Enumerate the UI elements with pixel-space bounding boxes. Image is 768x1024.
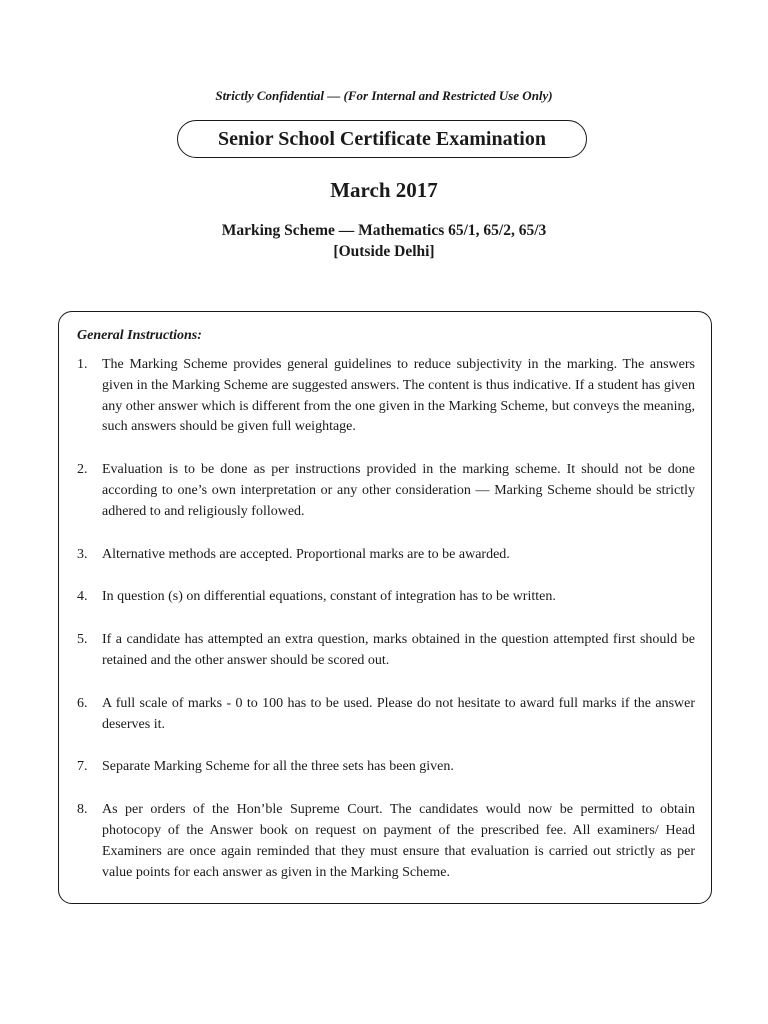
instruction-number: 3.	[77, 546, 88, 562]
instruction-text: Separate Marking Scheme for all the three sets has been given.	[102, 759, 454, 775]
instruction-number: 5.	[77, 632, 88, 648]
exam-title: Senior School Certificate Examination	[218, 127, 546, 150]
instruction-number: 7.	[77, 759, 88, 775]
instruction-text: Alternative methods are accepted. Proportional marks are to be awarded.	[102, 546, 510, 562]
instruction-text: Evaluation is to be done as per instructions provided in the marking scheme. It should not be done according to one’s own interpretation or any other consideration — Marking Scheme should be strictly adhered to and religiously followed.	[102, 462, 695, 519]
instruction-text: As per orders of the Hon’ble Supreme Court. The candidates would now be permitted to obtain photocopy of the Answer book on request on payment of the prescribed fee. All examiners/ Head Examiners are once again reminded that they must ensure that evaluation is carried out strictly as per value points for each answer as given in the Marking Scheme.	[102, 802, 695, 880]
instruction-item-1	[77, 355, 695, 438]
scheme-subject	[0, 220, 768, 262]
instruction-item-2	[77, 460, 695, 522]
instruction-item-4	[77, 587, 695, 608]
instruction-number: 2.	[77, 462, 88, 478]
instruction-number: 8.	[77, 802, 88, 818]
instruction-text: The Marking Scheme provides general guidelines to reduce subjectivity in the marking. The answers given in the Marking Scheme are suggested answers. The content is thus indicative. If a student has given any other answer which is different from the one given in the Marking Scheme, but conveys the meaning, such answers should be given full weightage.	[102, 357, 695, 435]
instruction-text: A full scale of marks - 0 to 100 has to be used. Please do not hesitate to award full marks if the answer deserves it.	[102, 695, 695, 732]
instruction-text: In question (s) on differential equations, constant of integration has to be written.	[102, 589, 556, 605]
instruction-number: 1.	[77, 357, 88, 372]
exam-date: March 2017	[330, 178, 438, 202]
instructions-heading: General Instructions:	[77, 328, 202, 343]
confidential-note: Strictly Confidential — (For Internal and Restricted Use Only)	[215, 88, 553, 103]
instruction-item-5	[77, 630, 695, 672]
instruction-item-3	[77, 545, 695, 566]
general-instructions-box	[58, 311, 712, 904]
instruction-text: If a candidate has attempted an extra question, marks obtained in the question attempted first should be retained and the other answer should be scored out.	[102, 632, 695, 668]
scheme-line: Marking Scheme — Mathematics 65/1, 65/2, 65/3	[221, 222, 547, 239]
instruction-item-6	[77, 694, 695, 736]
instruction-item-8	[77, 800, 695, 883]
instruction-item-7	[77, 757, 695, 778]
instruction-number: 4.	[77, 589, 88, 605]
exam-title-box	[177, 120, 587, 158]
region-line: [Outside Delhi]	[333, 243, 435, 260]
instruction-number: 6.	[77, 695, 88, 711]
